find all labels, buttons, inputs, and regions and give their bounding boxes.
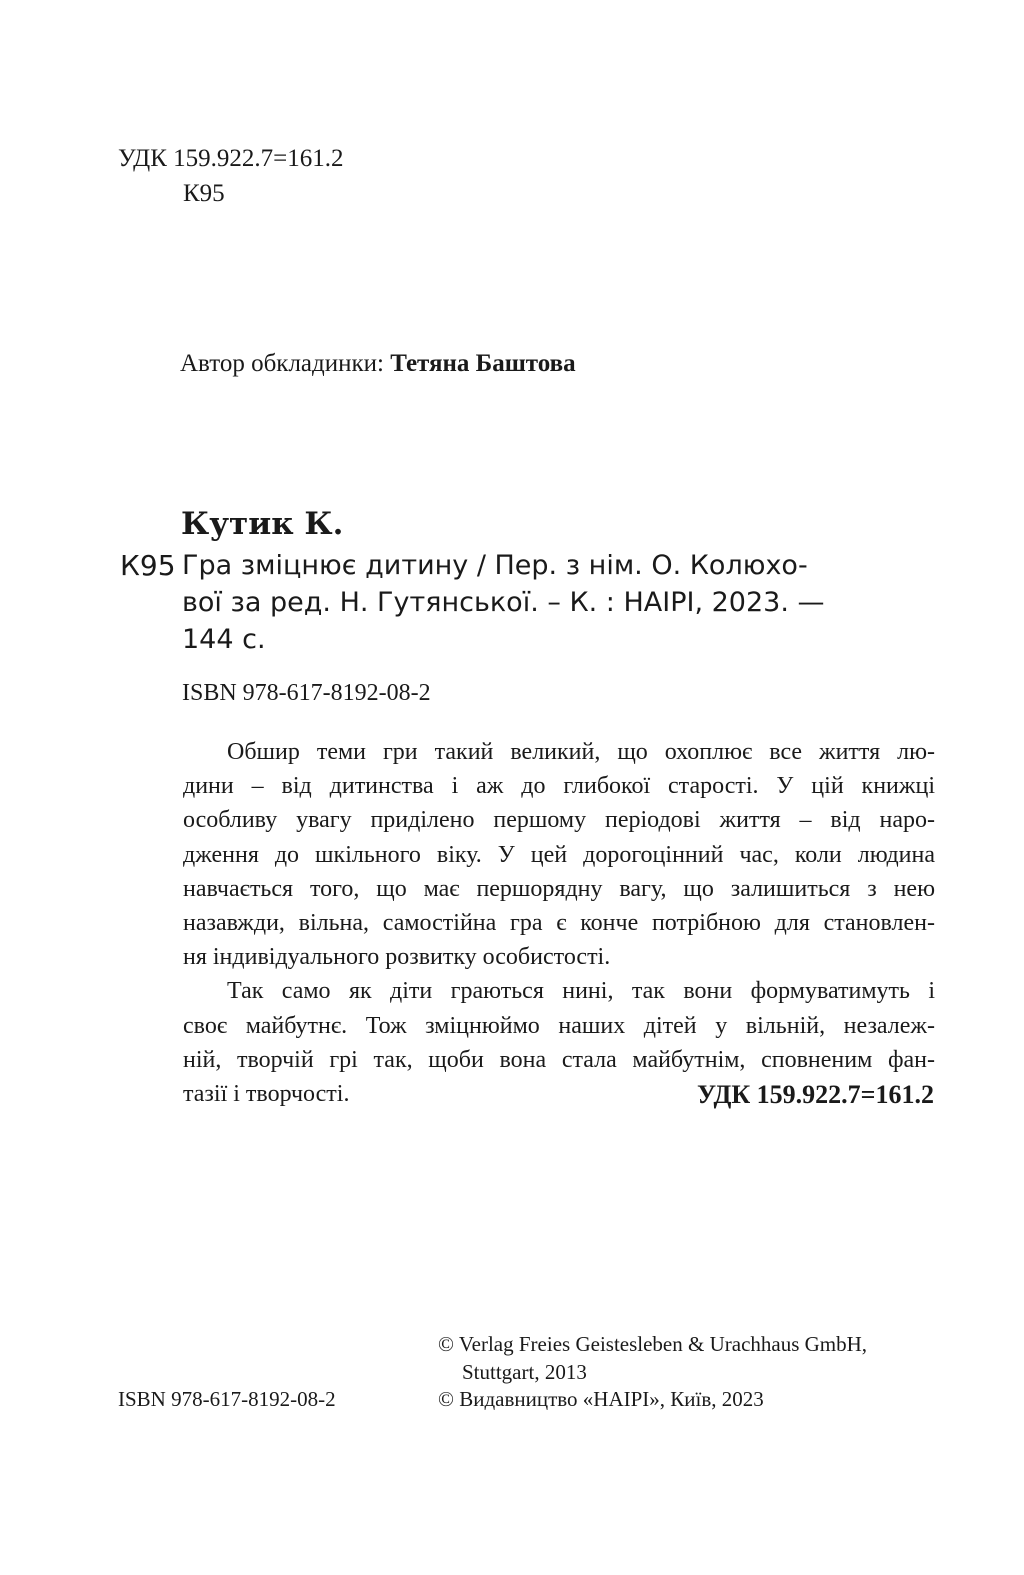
udk-footer: УДК 159.922.7=161.2 [696,1080,934,1109]
author-code-header: К95 [183,180,225,207]
annotation-line: Так само як діти граються нині, так вони формуватимуть і [227,978,935,1005]
annotation-line: Обшир теми гри такий великий, що охоплює все життя лю- [227,739,935,765]
annotation-line: ній, творчій грі так, щоби вона стала майбутнім, сповненим фан- [183,1046,935,1073]
annotation-paragraph-1 [183,735,935,974]
annotation-line: тазії і творчості. [183,1081,350,1108]
biblio-line: Гра зміцнює дитину / Пер. з нім. О. Колюхо- [182,550,808,581]
annotation-line: навчається того, що має першорядну вагу, що залишиться з нею [183,875,935,902]
annotation-line: дження до шкільного віку. У цей дорогоцінний час, коли людина [183,841,935,868]
bibliographic-description [182,547,928,658]
biblio-line: вої за ред. Н. Гутянської. – К. : НАІРІ, 2023. — [182,587,825,618]
annotation [183,735,935,1111]
cover-credit-label: Автор обкладинки: [180,350,391,377]
annotation-line: особливу увагу приділено першому періодові життя – від наро- [183,807,935,834]
copyright-publisher-translation: © Видавництво «НАІРІ», Київ, 2023 [438,1387,764,1411]
record-isbn: ISBN 978-617-8192-08-2 [182,680,431,706]
udk-header: УДК 159.922.7=161.2 [118,145,344,172]
copyright-publisher-original-city: Stuttgart, 2013 [462,1360,587,1384]
record-author-code: К95 [120,549,176,582]
record-author: Кутик К. [181,506,344,542]
annotation-line: дини – від дитинства і аж до глибокої старості. У цій книжці [183,773,935,800]
annotation-line: своє майбутнє. Тож зміцнюймо наших дітей у вільній, незалеж- [183,1012,935,1039]
footer-isbn: ISBN 978-617-8192-08-2 [118,1387,336,1411]
cover-credit [180,350,576,378]
annotation-line: ня індивідуального розвитку особистості. [183,944,611,971]
cover-artist-name: Тетяна Баштова [390,350,576,377]
copyright-publisher-original: © Verlag Freies Geistesleben & Urachhaus GmbH, [438,1332,868,1356]
annotation-line: назавжди, вільна, самостійна гра є конче потрібною для становлен- [183,910,935,937]
biblio-line: 144 с. [182,624,266,655]
